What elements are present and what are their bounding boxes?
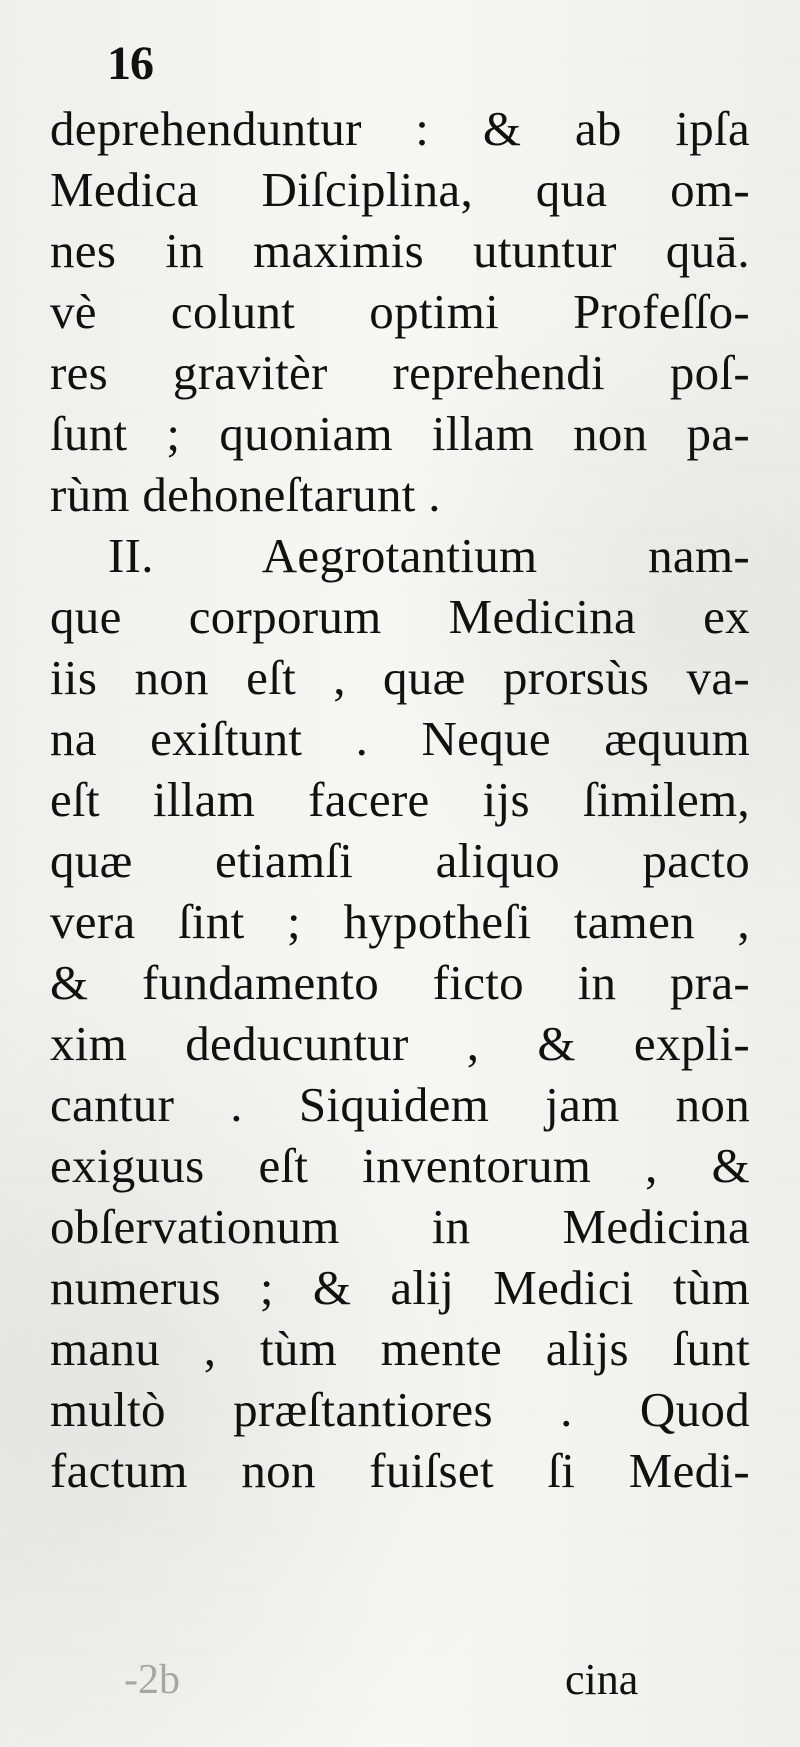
text-line-1: deprehenduntur : & ab ipſa [50,101,750,156]
catchword: cina [565,1655,639,1704]
text-line-14: vera ſint ; hypotheſi tamen , [50,894,750,949]
text-line-9: que corporum Medicina ex [50,589,750,644]
text-line-22: multò præſtantiores . Quod [50,1382,750,1437]
text-line-16: xim deducuntur , & expli- [50,1016,750,1071]
text-line-4: vè colunt optimi Profeſſo- [50,284,750,339]
text-line-20: numerus ; & alij Medici tùm [50,1260,750,1315]
text-line-6: ſunt ; quoniam illam non pa- [50,406,750,461]
text-line-2: Medica Diſciplina, qua om- [50,162,750,217]
signature-mark: -2b [124,1657,180,1703]
text-line-17: cantur . Siquidem jam non [50,1077,750,1132]
text-line-23: factum non fuiſset ſi Medi- [50,1443,750,1498]
page-footer [0,1650,800,1710]
text-line-8: II. Aegrotantium nam- [108,528,750,583]
text-line-21: manu , tùm mente alijs ſunt [50,1321,750,1376]
text-line-5: res gravitèr reprehendi poſ- [50,345,750,400]
text-line-12: eſt illam facere ijs ſimilem, [50,772,750,827]
text-line-19: obſervationum in Medicina [50,1199,750,1254]
text-line-7: rùm dehoneſtarunt . [50,467,441,522]
text-line-18: exiguus eſt inventorum , & [50,1138,750,1193]
text-line-13: quæ etiamſi aliquo pacto [50,833,750,888]
page-number: 16 [107,37,153,90]
text-line-10: iis non eſt , quæ prorsùs va- [50,650,750,705]
page-text-block [50,98,750,1501]
text-line-3: nes in maximis utuntur quā. [50,223,750,278]
text-line-11: na exiſtunt . Neque æquum [50,711,750,766]
text-line-15: & fundamento ficto in pra- [50,955,750,1010]
